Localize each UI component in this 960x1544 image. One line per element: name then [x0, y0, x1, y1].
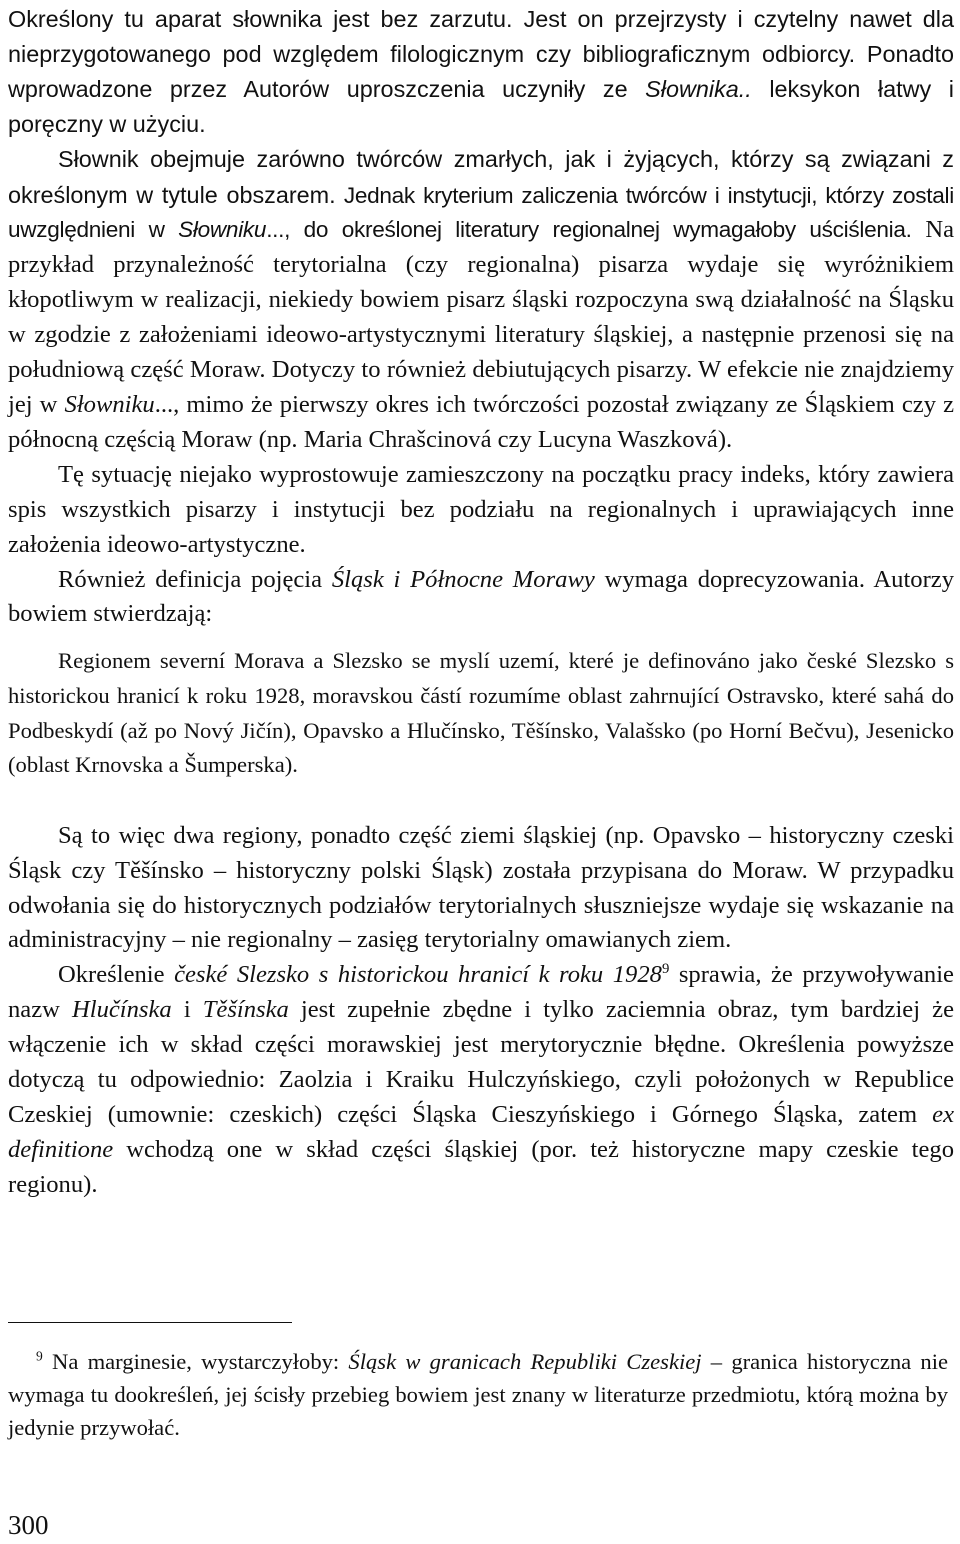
paragraph-6-text: Określenie	[58, 961, 175, 989]
paragraph-2b-text-end: ..., do określonej literatury regionalnej wymagałoby uściślenia.	[266, 217, 912, 243]
paragraph-6-italic-1: české Slezsko s historickou hranicí k roku 1928	[174, 961, 662, 989]
paragraph-6-italic-4: ex definitione	[8, 1100, 954, 1163]
paragraph-2	[8, 142, 954, 458]
paragraph-2b-italic: Słowniku	[178, 217, 267, 243]
paragraph-6-text-3: i	[171, 996, 203, 1024]
paragraph-6-text-4: jest zupełnie zbędne i tylko zaciemnia obraz, tym bardziej że włączenie ich w skład części morawskiej jest merytorycznie błędne. Określenia powyższe dotyczą tu odpowiednio: Zaolzia i Kraiku Hulczyńskiego, czyli położonych w Republice Czeskiej (umownie: czeskich) części Śląska Cieszyńskiego i Górnego Śląska, zatem	[8, 996, 954, 1128]
paragraph-6-text-2: sprawia, że przywoływanie nazw	[8, 961, 954, 1024]
paragraph-4-text: Również definicja pojęcia	[58, 565, 332, 593]
block-quote: Regionem severní Morava a Slezsko se myslí uzemí, které je definováno jako české Slezsko s historickou hranicí k roku 1928, moravskou částí rozumíme oblast zahrnující Ostravsko, které sahá do Podbeskydí (až po Nový Jičín), Opavsko a Hlučínsko, Těšínsko, Valašsko (po Horní Bečvu), Jesenicko (oblast Krnovska a Šumperska).	[8, 648, 954, 778]
paragraph-1-italic: Słownika..	[645, 75, 752, 102]
footnote	[8, 1345, 948, 1444]
paragraph-1-text: Określony tu aparat słownika jest bez zarzutu. Jest on przejrzysty i czytelny nawet dla nieprzygotowanego pod względem filologicznym czy bibliograficznym odbiorcy. Ponadto wprowadzone przez Autorów uproszczenia uczyniły ze	[8, 6, 954, 102]
paragraph-3: Tę sytuację niejako wyprostowuje zamieszczony na początku pracy indeks, który zawiera spis wszystkich pisarzy i instytucji bez podziału na regionalnych i uprawiających inne założenia ideowo-artystyczne.	[8, 460, 954, 558]
paragraph-1-text-end: leksykon łatwy i poręczny w użyciu.	[8, 75, 954, 137]
paragraph-2-text: Słownik obejmuje zarówno twórców zmarłych, jak i żyjących, którzy są związani z określonym w tytule obszarem.	[8, 145, 954, 208]
paragraph-6-text-5: wchodzą one w skład części śląskiej (por. też historyczne mapy czeskie tego regionu).	[8, 1135, 954, 1198]
footnote-italic: Śląsk w granicach Republiki Czeskiej	[348, 1349, 702, 1374]
paragraph-5: Są to więc dwa regiony, ponadto część ziemi śląskiej (np. Opavsko – historyczny czeski Śląsk czy Těšínsko – historyczny polski Śląsk) została przypisana do Moraw. W przypadku odwołania się do historycznych podziałów terytorialnych słuszniejsze wydaje się wskazanie na administracyjny – nie regionalny – zasięg terytorialny omawianych ziem.	[8, 821, 954, 954]
paragraph-6-italic-2: Hlučínska	[71, 996, 172, 1024]
paragraph-2c-text: Na przykład przynależność terytorialna (czy regionalna) pisarza wydaje się wyróżnikiem kłopotliwym w realizacji, niekiedy bowiem pisarz śląski rozpoczyna swą działalność na Śląsku w zgodzie z założeniami ideowo-artystycznymi literatury śląskiej, a następnie przenosi się na południową część Moraw. Dotyczy to również debiutujących pisarzy. W efekcie nie znajdziemy jej w	[8, 216, 954, 418]
footnote-text-end: – granica historyczna nie wymaga tu dookreśleń, jej ścisły przebieg bowiem jest znany w literaturze przedmiotu, którą można by jedynie przywołać.	[8, 1349, 948, 1440]
paragraph-1	[8, 0, 954, 142]
paragraph-4	[8, 563, 954, 633]
footnote-divider	[8, 1322, 292, 1323]
paragraph-4-italic: Śląsk i Północne Morawy	[331, 565, 595, 593]
paragraph-4-text-end: wymaga doprecyzowania. Autorzy bowiem stwierdzają:	[8, 565, 955, 628]
spacer	[8, 783, 954, 819]
footnote-number: 9	[36, 1348, 43, 1364]
paragraph-2b-text: Jednak kryterium zaliczenia twórców i instytucji, którzy zostali uwzględnieni w	[8, 182, 954, 243]
footnote-text: Na marginesie, wystarczyłoby:	[42, 1349, 349, 1374]
paragraph-6	[8, 958, 954, 1202]
paragraph-6-italic-3: Těšínska	[202, 996, 289, 1024]
paragraph-2-serif	[8, 216, 954, 452]
paragraph-2c-text-end: ..., mimo że pierwszy okres ich twórczości pozostał związany ze Śląskiem czy z północną częścią Moraw (np. Maria Chrašcinová czy Lucyna Waszková).	[8, 390, 954, 453]
paragraph-2c-italic: Słowniku	[64, 390, 155, 418]
page-number: 300	[8, 1510, 49, 1540]
spacer	[8, 632, 954, 644]
footnote-reference: 9	[661, 961, 670, 978]
